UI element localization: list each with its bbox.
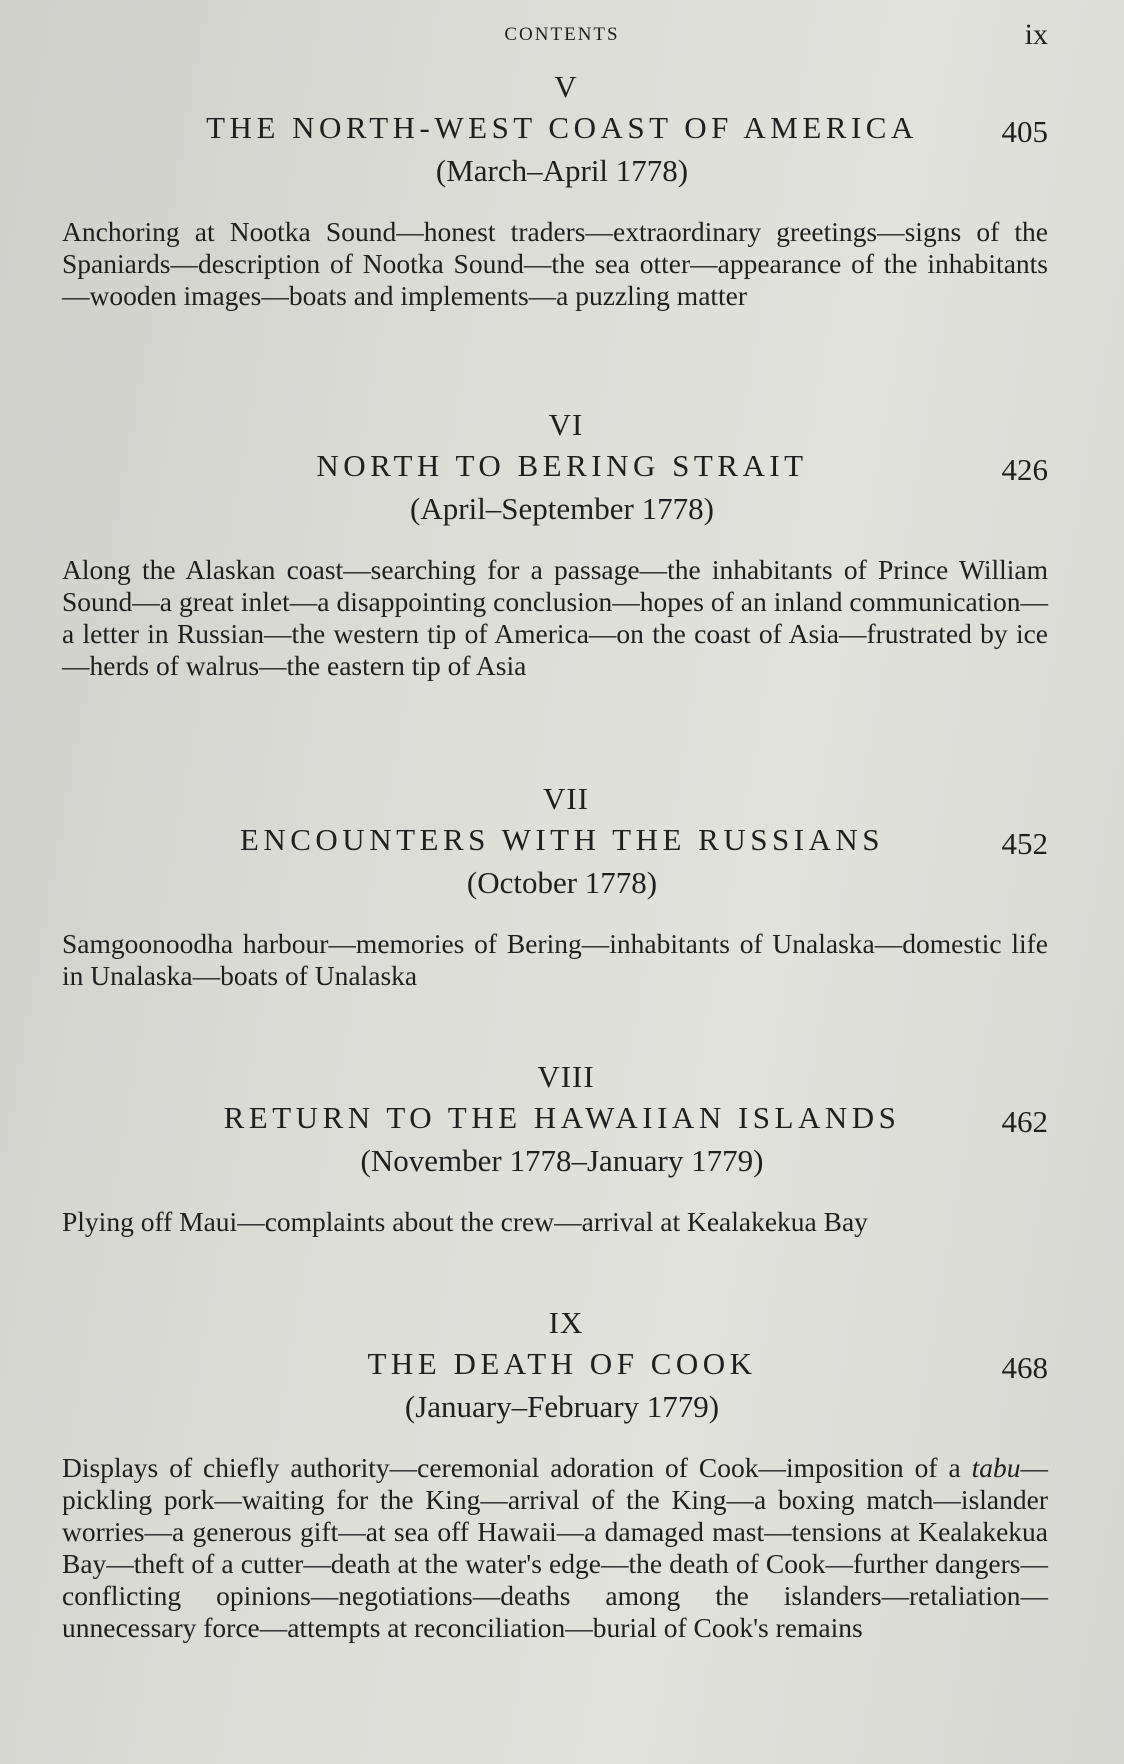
chapter-summary bbox=[0, 1452, 1124, 1644]
chapter-title-row bbox=[0, 106, 1124, 150]
chapter-entry-vii bbox=[0, 780, 1124, 992]
chapter-entry-viii bbox=[0, 1058, 1124, 1238]
chapter-page-reference: 468 bbox=[1001, 1350, 1048, 1385]
chapter-dates: (April–September 1778) bbox=[410, 491, 714, 526]
chapter-entry-v bbox=[0, 68, 1124, 312]
chapter-numeral: IX bbox=[548, 1305, 584, 1340]
chapter-title: THE NORTH-WEST COAST OF AMERICA bbox=[206, 110, 918, 145]
summary-text-after: —pickling pork—waiting for the King—arrival of the King—a boxing match—islander worries—a generous gift—at sea off Hawaii—a damaged mast—tensions at Kealakekua Bay—theft of a cutter—death at the water's edge—the death of Cook—further dangers—conflicting opinions—negotiations—deaths among the islanders—retaliation—unnecessary force—attempts at reconciliation—burial of Cook's remains bbox=[62, 1452, 1048, 1643]
chapter-page-reference: 462 bbox=[1001, 1104, 1048, 1139]
chapter-title-row bbox=[0, 818, 1124, 862]
chapter-page-reference: 405 bbox=[1001, 114, 1048, 149]
summary-text-before: Displays of chiefly authority—ceremonial adoration of Cook—imposition of a bbox=[62, 1452, 972, 1483]
chapter-numeral: VI bbox=[548, 407, 584, 442]
page-number: ix bbox=[1024, 18, 1048, 51]
chapter-title: ENCOUNTERS WITH THE RUSSIANS bbox=[239, 822, 885, 857]
chapter-summary: Samgoonoodha harbour—memories of Bering—inhabitants of Unalaska—domestic life in Unalaska—boats of Unalaska bbox=[62, 928, 1048, 991]
summary-italic-term: tabu bbox=[971, 1452, 1021, 1483]
chapter-dates: (March–April 1778) bbox=[435, 153, 689, 188]
chapter-title: NORTH TO BERING STRAIT bbox=[316, 448, 808, 483]
chapter-numeral: VII bbox=[542, 781, 590, 816]
chapter-title-row bbox=[0, 444, 1124, 488]
chapter-summary: Plying off Maui—complaints about the crew—arrival at Kealakekua Bay bbox=[62, 1206, 868, 1237]
chapter-page-reference: 426 bbox=[1001, 452, 1048, 487]
chapter-numeral: VIII bbox=[537, 1059, 595, 1094]
chapter-entry-vi bbox=[0, 406, 1124, 682]
running-title: CONTENTS bbox=[504, 24, 620, 45]
chapter-dates: (January–February 1779) bbox=[404, 1389, 720, 1424]
chapter-title: THE DEATH OF COOK bbox=[367, 1346, 757, 1381]
chapter-entry-ix bbox=[0, 1304, 1124, 1644]
chapter-page-reference: 452 bbox=[1001, 826, 1048, 861]
chapter-dates: (November 1778–January 1779) bbox=[360, 1143, 764, 1178]
running-head bbox=[0, 18, 1124, 58]
chapter-title-row bbox=[0, 1096, 1124, 1140]
chapter-summary: Anchoring at Nootka Sound—honest traders—extraordinary greetings—signs of the Spaniards—description of Nootka Sound—the sea otter—appearance of the inhabitants—wooden images—boats and implements—a puzzling matter bbox=[62, 216, 1048, 311]
chapter-dates: (October 1778) bbox=[466, 865, 658, 900]
chapter-title: RETURN TO THE HAWAIIAN ISLANDS bbox=[223, 1100, 901, 1135]
chapter-numeral: V bbox=[554, 69, 578, 104]
chapter-summary: Along the Alaskan coast—searching for a passage—the inhabitants of Prince William Sound—a great inlet—a disappointing conclusion—hopes of an inland communication—a letter in Russian—the western tip of America—on the coast of Asia—frustrated by ice—herds of walrus—the eastern tip of Asia bbox=[62, 554, 1048, 681]
chapter-title-row bbox=[0, 1342, 1124, 1386]
